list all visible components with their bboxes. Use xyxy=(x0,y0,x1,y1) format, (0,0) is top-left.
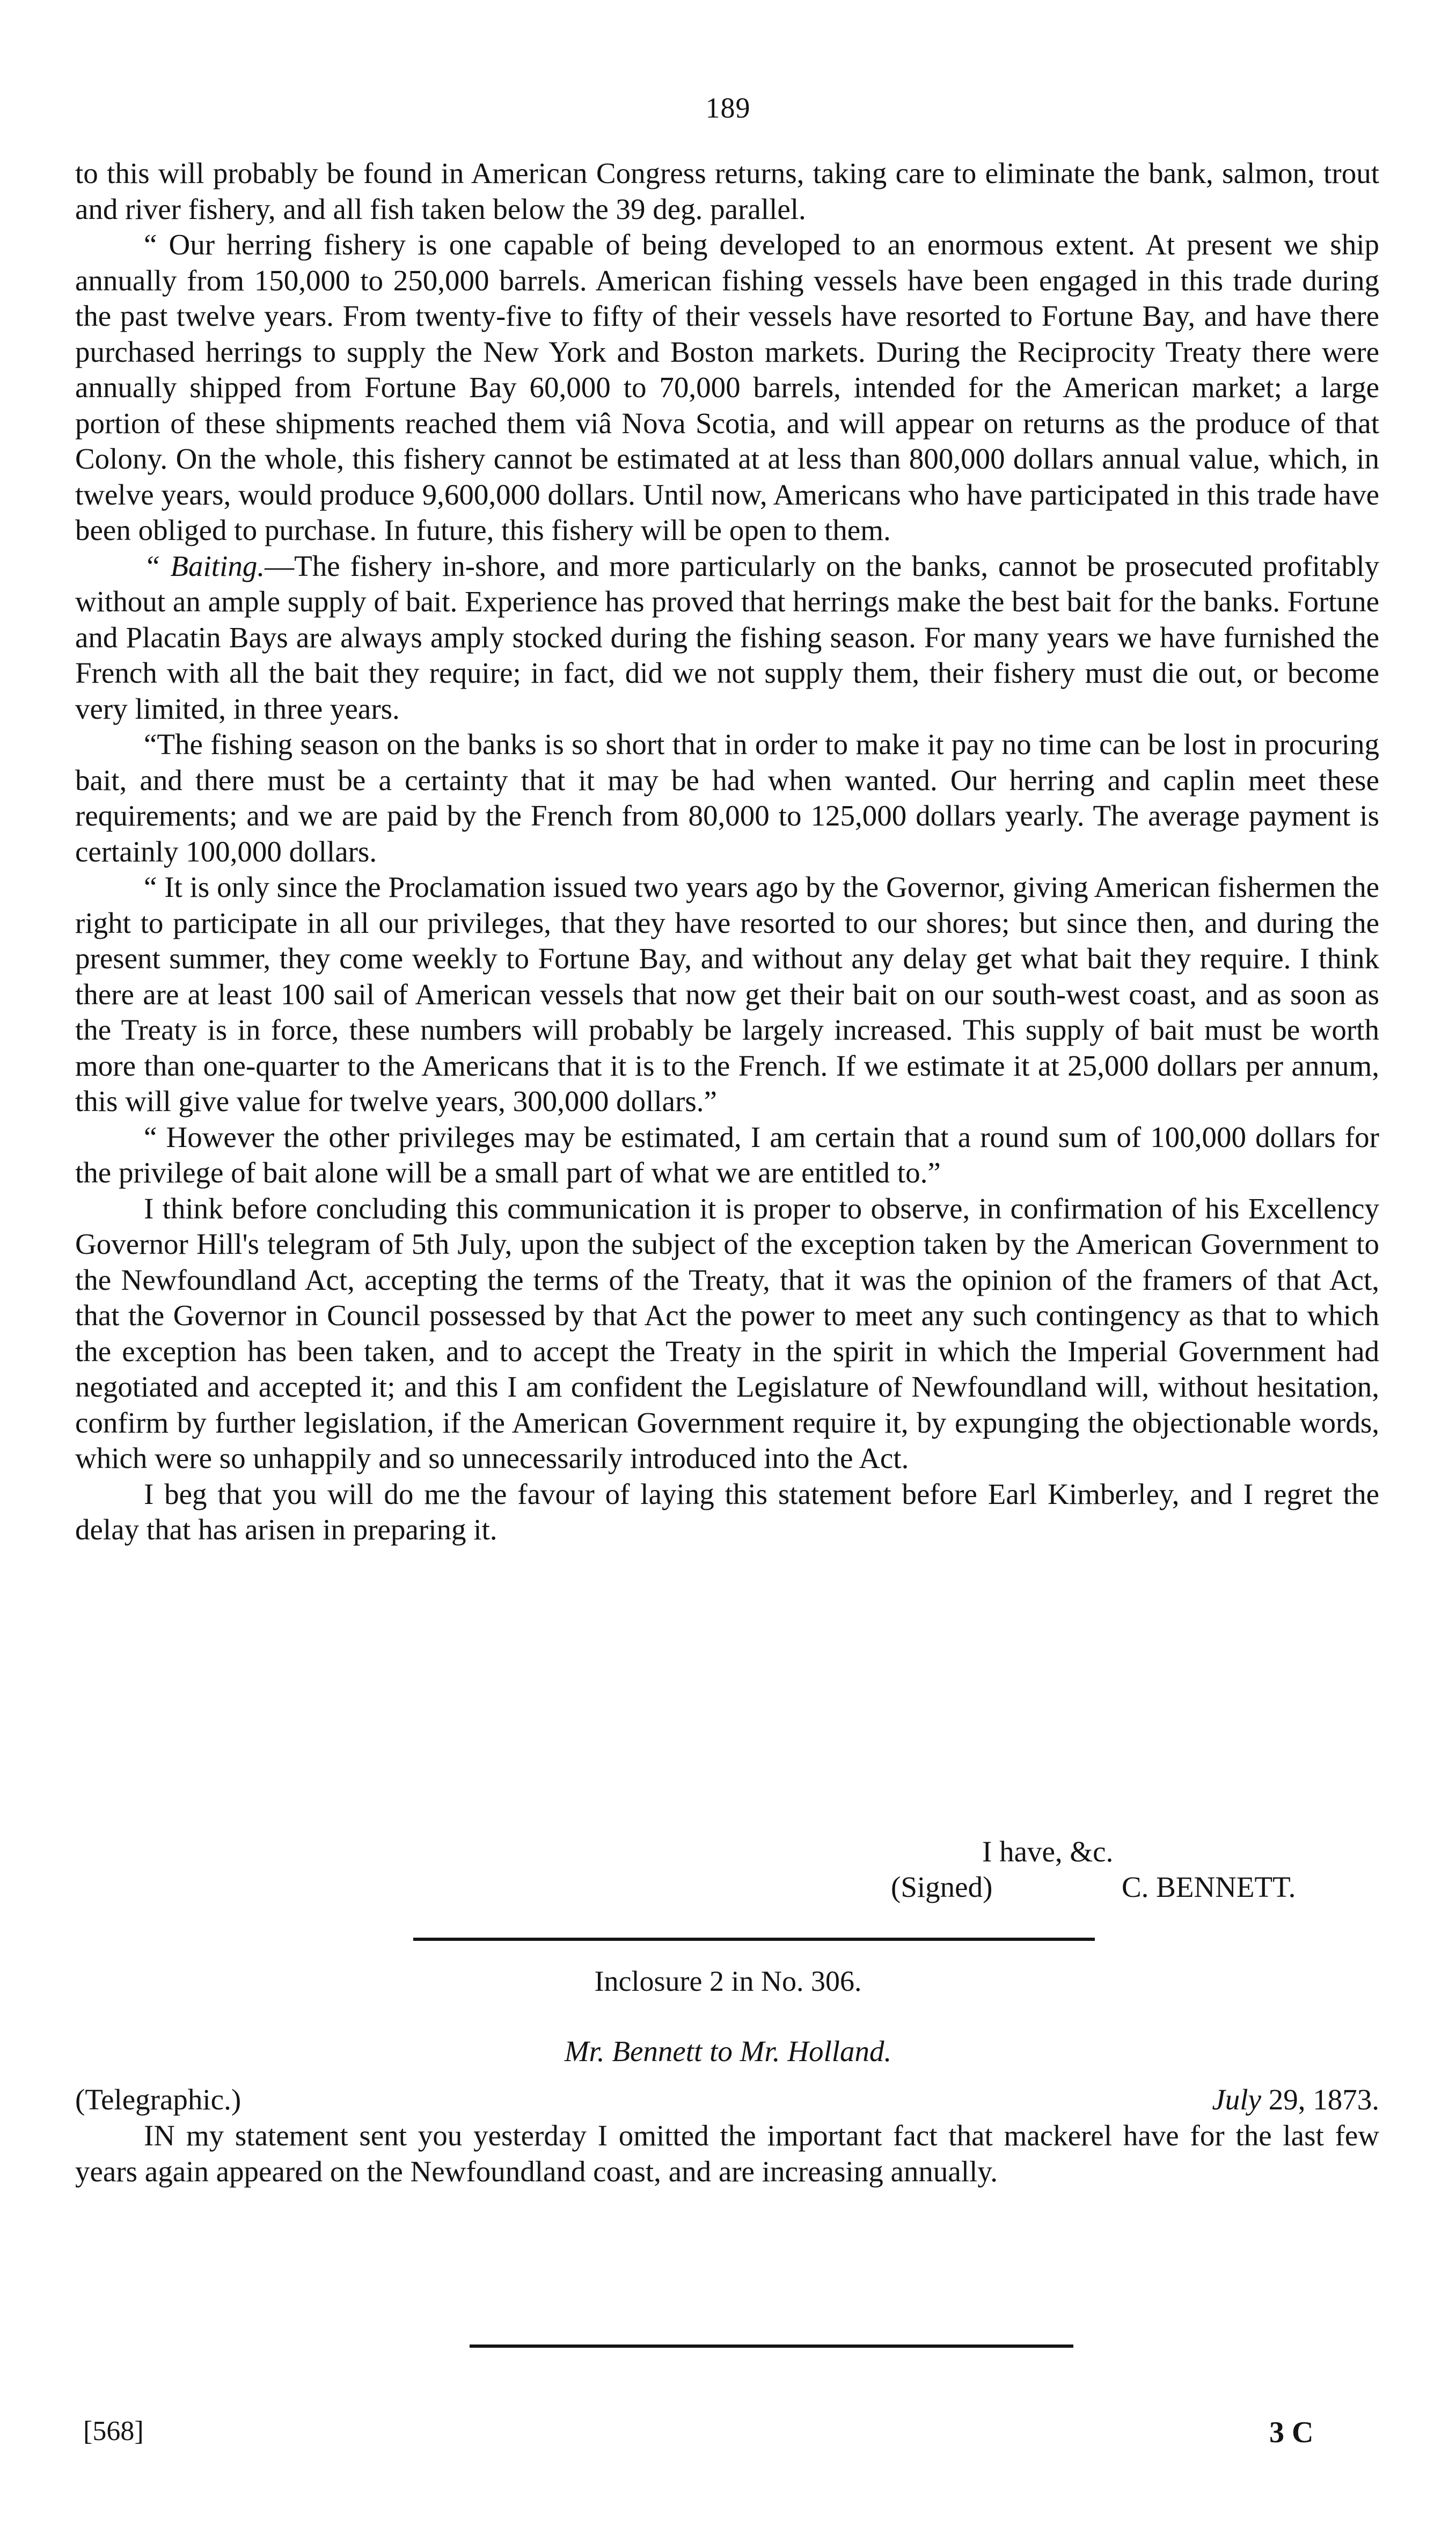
signature-row xyxy=(891,1870,1296,1904)
paragraph-request: I beg that you will do me the favour of laying this statement before Earl Kimberley, and I regret the delay that has arisen in preparing it. xyxy=(75,1477,1379,1546)
paragraph-baiting xyxy=(75,549,1379,727)
paragraph-privileges: “ However the other privileges may be estimated, I am certain that a round sum of 100,000 dollars for the privilege of bait alone will be a small part of what we are entitled to.” xyxy=(75,1120,1379,1189)
telegram-date xyxy=(1212,2083,1379,2116)
footer-signature-mark: 3 C xyxy=(1269,2416,1314,2449)
telegraphic-label: (Telegraphic.) xyxy=(75,2083,242,2116)
baiting-lead: “ Baiting. xyxy=(144,549,265,582)
section-divider xyxy=(413,1938,1095,1941)
signatory-name: C. BENNETT. xyxy=(1122,1871,1296,1903)
footer-sheet-number: [568] xyxy=(83,2416,144,2446)
paragraph-conclusion: I think before concluding this communication it is proper to observe, in confirmation of his Excellency Governor Hill's telegram of 5th July, upon the subject of the exception taken by the American Government to the Newfoundland Act, accepting the terms of the Treaty, that it was the opinion of the framers of that Act, that the Governor in Council possessed by that Act the power to meet any such contingency as that to which the exception has been taken, and to accept the Treaty in the spirit in which the Imperial Government had negotiated and accepted it; and this I am confident the Legislature of Newfoundland will, without hesitation, confirm by further legislation, if the American Government require it, by expunging the objectionable words, which were so unhappily and so unnecessarily introduced into the Act. xyxy=(75,1192,1379,1474)
end-divider xyxy=(470,2345,1073,2348)
paragraph-1: to this will probably be found in American Congress returns, taking care to eliminate the bank, salmon, trout and river fishery, and all fish taken below the 39 deg. parallel. xyxy=(75,157,1379,225)
telegram-body xyxy=(75,2118,1379,2189)
telegram-text: IN my statement sent you yesterday I omitted the important fact that mackerel have for the last few years again appeared on the Newfoundland coast, and are increasing annually. xyxy=(75,2119,1379,2188)
paragraph-fishing-season: “The fishing season on the banks is so short that in order to make it pay no time can be lost in procuring bait, and there must be a certainty that it may be had when wanted. Our herring and caplin meet these requirements; and we are paid by the French from 80,000 to 125,000 dollars yearly. The average payment is certainly 100,000 dollars. xyxy=(75,728,1379,868)
letter-body xyxy=(75,156,1379,1548)
baiting-text: —The fishery in-shore, and more particularly on the banks, cannot be prosecuted profitably without an ample supply of bait. Experience has proved that herrings make the best bait for the banks. Fortune and Placatin Bays are always amply stocked during the fishing season. For many years we have furnished the French with all the bait they require; in fact, did we not supply them, their fishery must die out, or become very limited, in three years. xyxy=(75,549,1380,725)
letter-heading: Mr. Bennett to Mr. Holland. xyxy=(564,2035,892,2068)
telegram-header xyxy=(75,2083,1379,2116)
paragraph-proclamation: “ It is only since the Proclamation issued two years ago by the Governor, giving American fishermen the right to participate in all our privileges, that they have resorted to our shores; but since then, and during the present summer, they come weekly to Fortune Bay, and without any delay get what bait they require. I think there are at least 100 sail of American vessels that now get their bait on our south-west coast, and as soon as the Treaty is in force, these numbers will probably be largely increased. This supply of bait must be worth more than one-quarter to the Americans that it is to the French. If we estimate it at 25,000 dollars per annum, this will give value for twelve years, 300,000 dollars.” xyxy=(75,871,1379,1118)
signed-label: (Signed) xyxy=(891,1871,993,1903)
closing-line: I have, &c. xyxy=(982,1835,1114,1868)
paragraph-herring: “ Our herring fishery is one capable of being developed to an enormous extent. At present we ship annually from 150,000 to 250,000 barrels. American fishing vessels have been engaged in this trade during the past twelve years. From twenty-five to fifty of their vessels have resorted to Fortune Bay, and have there purchased herrings to supply the New York and Boston markets. During the Reciprocity Treaty there were annually shipped from Fortune Bay 60,000 to 70,000 barrels, intended for the American market; a large portion of these shipments reached them viâ Nova Scotia, and will appear on returns as the produce of that Colony. On the whole, this fishery cannot be estimated at at less than 800,000 dollars annual value, which, in twelve years, would produce 9,600,000 dollars. Until now, Americans who have participated in this trade have been obliged to purchase. In future, this fishery will be open to them. xyxy=(75,228,1379,546)
date-rest: 29, 1873. xyxy=(1261,2083,1379,2116)
page-number: 189 xyxy=(705,92,751,124)
date-month: July xyxy=(1212,2083,1261,2116)
inclosure-title: Inclosure 2 in No. 306. xyxy=(594,1965,862,1997)
